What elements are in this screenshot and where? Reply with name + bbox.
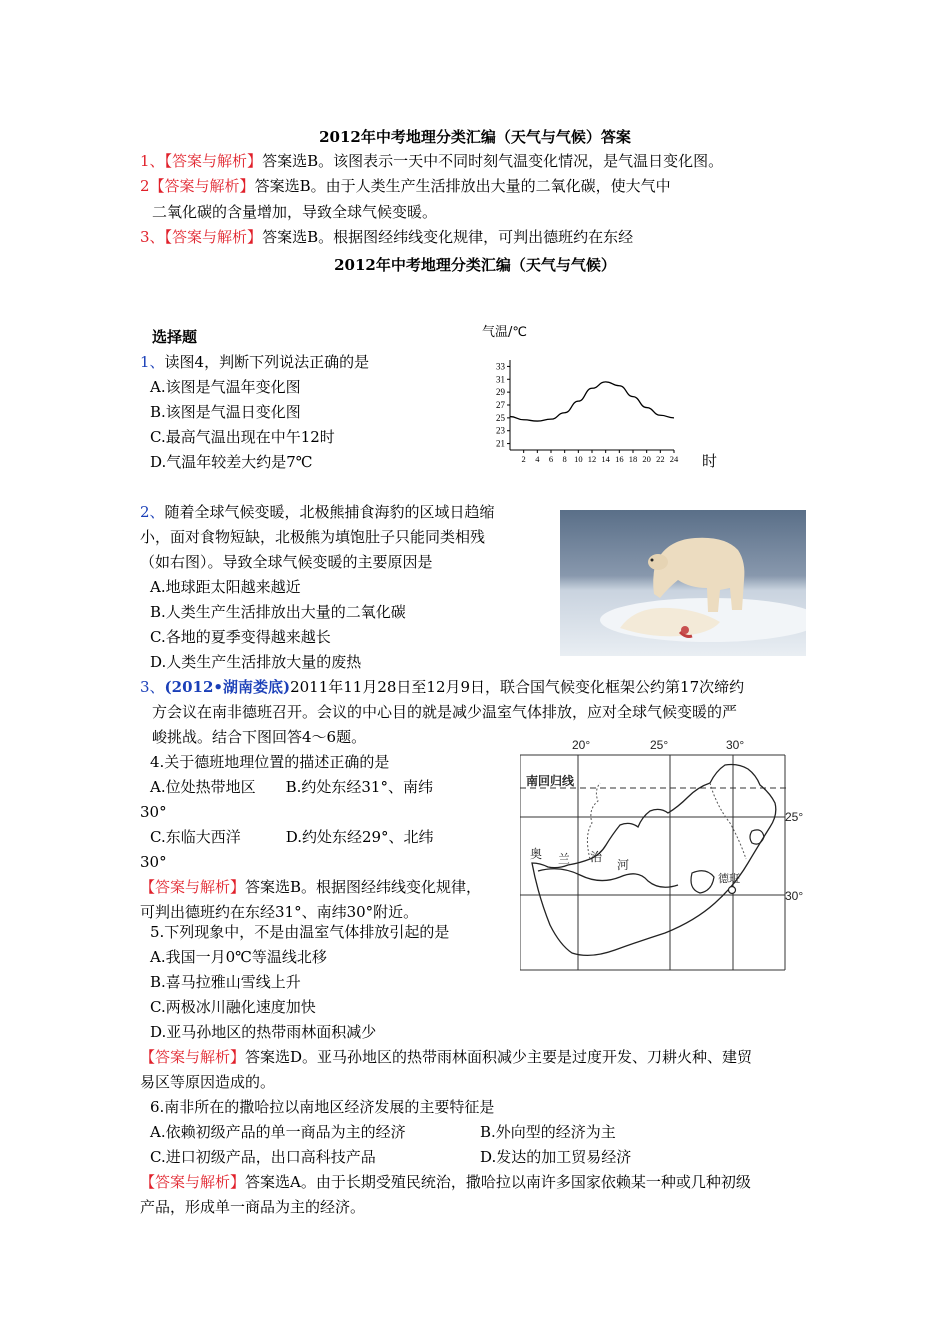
q5-option-a: A.我国一月0℃等温线北移 [150,948,327,966]
answer-2-tag: 【答案与解析】 [149,177,255,195]
q6-stem: 6.南非所在的撒哈拉以南地区经济发展的主要特征是 [150,1098,495,1116]
q5-answer-cont: 易区等原因造成的。 [140,1073,276,1091]
temperature-chart [480,320,730,480]
answer-2-num: 2 [140,177,150,195]
q1-num: 1、 [140,353,165,371]
answer-1-tag: 【答案与解析】 [164,152,263,170]
polar-bear-image [560,510,806,656]
answers-title: 2012年中考地理分类汇编（天气与气候）答案 [319,128,631,146]
map-tropic-label: 南回归线 [526,774,575,788]
chart-y-tick-label: 27 [496,400,505,410]
chart-y-tick-label: 31 [496,374,505,385]
q5-answer-tag: 【答案与解析】 [140,1048,246,1066]
q2-option-b: B.人类生产生活排放出大量的二氧化碳 [150,603,406,621]
temperature-chart-svg [480,320,730,480]
chart-temperature-line [510,382,674,421]
q6-answer-tag: 【答案与解析】 [140,1173,246,1191]
q1-stem [140,352,369,372]
q4-option-ab: A.位处热带地区 B.约处东经31°、南纬 [150,778,433,796]
chart-x-tick-label: 2 [521,454,526,464]
q2-line-3: （如右图）。导致全球气候变暖的主要原因是 [140,553,433,571]
answer-1-num: 1、 [140,152,165,170]
answer-2-cont: 二氧化碳的含量增加，导致全球气候变暖。 [152,203,438,221]
map-river-char-4: 河 [617,858,630,872]
chart-x-tick-label: 10 [574,454,583,464]
map-lon-20: 20° [572,738,591,752]
q3-line-1-text: 2011年11月28日至12月9日，联合国气候变化框架公约第17次缔约 [290,678,745,696]
q4-option-ab-cont: 30° [140,803,167,821]
q6-option-c: C.进口初级产品，出口高科技产品 [150,1148,376,1166]
q4-answer-cont: 可判出德班约在东经31°、南纬30°附近。 [140,903,419,921]
chart-x-label: 时 [702,452,718,470]
q1-option-b: B.该图是气温日变化图 [150,403,301,421]
answer-1 [140,151,723,171]
q1-option-a: A.该图是气温年变化图 [150,378,301,396]
q2-line-2: 小，面对食物短缺，北极熊为填饱肚子只能同类相残 [140,528,486,546]
chart-x-tick-label: 22 [656,454,665,464]
q3-line-1 [140,677,744,697]
chart-y-tick-label: 23 [496,425,505,436]
q4-stem: 4.关于德班地理位置的描述正确的是 [150,753,390,771]
chart-y-tick-label: 29 [496,387,505,398]
q5-answer-text: 答案选D。亚马孙地区的热带雨林面积减少主要是过度开发、刀耕火种、建贸 [245,1048,753,1066]
q6-option-a: A.依赖初级产品的单一商品为主的经济 [150,1123,406,1141]
q3-line-2: 方会议在南非德班召开。会议的中心目的就是减少温室气体排放，应对全球气候变暖的严 [152,703,738,721]
map-lon-30: 30° [726,738,745,752]
q2-line-1-text: 随着全球气候变暖，北极熊捕食海豹的区域日趋缩 [164,503,495,521]
map-river-char-1: 奥 [530,847,543,861]
q2-num: 2、 [140,503,165,521]
answer-3-tag: 【答案与解析】 [164,228,263,246]
chart-x-tick-label: 16 [615,454,624,464]
q6-answer [140,1172,751,1192]
q4-option-cd: C.东临大西洋 D.约处东经29°、北纬 [150,828,434,846]
chart-x-tick-label: 18 [628,454,638,464]
q2-option-d: D.人类生产生活排放大量的废热 [150,653,362,671]
q4-answer [140,877,481,897]
chart-y-tick-label: 25 [496,412,505,423]
map-lon-25: 25° [650,738,669,752]
map-river-char-2: 兰 [558,852,571,866]
answer-3 [140,227,633,247]
answer-2 [140,176,671,196]
q4-answer-text: 答案选B。根据图经纬线变化规律， [245,878,482,896]
q2-option-c: C.各地的夏季变得越来越长 [150,628,331,646]
section-heading: 选择题 [152,328,198,346]
south-africa-map-svg [520,735,810,975]
chart-x-tick-label: 12 [587,454,597,464]
q5-option-d: D.亚马孙地区的热带雨林面积减少 [150,1023,377,1041]
q1-option-c: C.最高气温出现在中午12时 [150,428,335,446]
chart-x-tick-label: 20 [642,454,651,464]
map-lat-30: 30° [785,889,804,903]
chart-x-tick-label: 14 [601,454,610,464]
q6-option-d: D.发达的加工贸易经济 [480,1148,632,1166]
q2-line-1 [140,502,495,522]
answer-3-text: 答案选B。根据图经纬线变化规律，可判出德班约在东经 [262,228,634,246]
q6-answer-cont: 产品，形成单一商品为主的经济。 [140,1198,366,1216]
main-title: 2012年中考地理分类汇编（天气与气候） [334,256,616,274]
q5-answer [140,1047,752,1067]
south-africa-map [520,735,810,975]
q1-option-d: D.气温年较差大约是7℃ [150,453,313,471]
q2-option-a: A.地球距太阳越来越近 [150,578,301,596]
q6-answer-text: 答案选A。由于长期受殖民统治，撒哈拉以南许多国家依赖某一种或几种初级 [245,1173,751,1191]
map-lat-25: 25° [785,810,804,824]
chart-y-label: 气温/℃ [482,325,527,340]
map-river-char-3: 治 [590,850,603,864]
chart-x-tick-label: 4 [535,454,540,464]
q4-answer-tag: 【答案与解析】 [140,878,246,896]
q3-line-3: 峻挑战。结合下图回答4～6题。 [152,728,367,746]
chart-y-tick-label: 33 [496,361,505,372]
q4-option-cd-cont: 30° [140,853,167,871]
q1-stem-text: 读图4，判断下列说法正确的是 [164,353,370,371]
chart-y-tick-label: 21 [496,438,505,449]
q5-option-c: C.两极冰川融化速度加快 [150,998,316,1016]
chart-x-tick-label: 24 [669,454,679,464]
q5-option-b: B.喜马拉雅山雪线上升 [150,973,301,991]
polar-bear-photo [560,510,806,656]
answer-3-num: 3、 [140,228,165,246]
q5-stem: 5.下列现象中，不是由温室气体排放引起的是 [150,923,450,941]
chart-x-tick-label: 6 [548,454,554,464]
q3-num: 3、 [140,678,165,696]
chart-x-tick-label: 8 [562,454,567,464]
answer-2-text: 答案选B。由于人类生产生活排放出大量的二氧化碳，使大气中 [254,177,671,195]
q3-source: (2012•湖南娄底) [164,678,291,696]
q6-option-b: B.外向型的经济为主 [480,1123,616,1141]
answer-1-text: 答案选B。该图表示一天中不同时刻气温变化情况，是气温日变化图。 [262,152,724,170]
map-city-durban: 德班 [718,872,740,885]
